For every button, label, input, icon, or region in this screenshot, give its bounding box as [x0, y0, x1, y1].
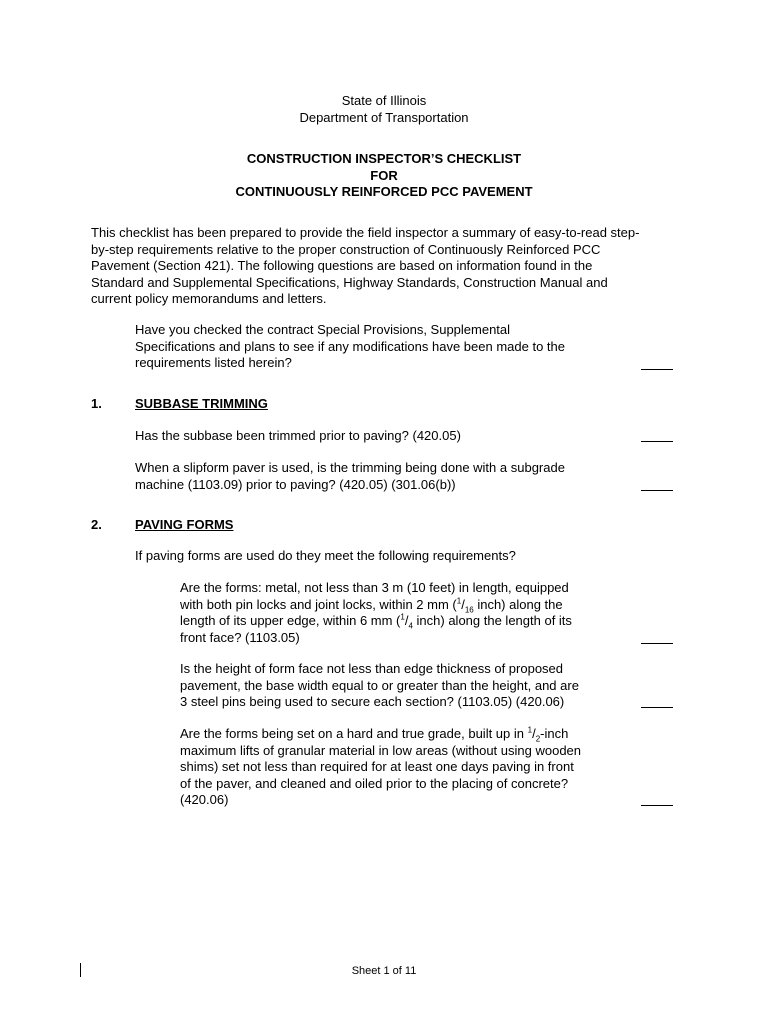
document-title-line3: CONTINUOUSLY REINFORCED PCC PAVEMENT	[235, 184, 533, 199]
section-number: 1.	[91, 396, 102, 411]
question-line: length of its upper edge, within 6 mm ($^1/_4$ inch) along the length of its	[180, 612, 572, 631]
section-heading-subbase-trimming: SUBBASE TRIMMING	[135, 396, 268, 411]
state-name: State of Illinois	[341, 93, 427, 108]
intro-line: Pavement (Section 421). The following questions are based on information found in the	[91, 258, 593, 273]
document-title-line1: CONSTRUCTION INSPECTOR’S CHECKLIST	[246, 151, 522, 166]
question-line: Are the forms being set on a hard and true grade, built up in $^1/_2$-inch	[180, 725, 569, 744]
answer-blank[interactable]	[641, 805, 673, 806]
question-line: 3 steel pins being used to secure each section? (1103.05) (420.06)	[180, 694, 565, 709]
question-form-height	[180, 661, 579, 711]
question-line: Specifications and plans to see if any modifications have been made to the	[135, 338, 565, 354]
question-line: Are the forms: metal, not less than 3 m (10 feet) in length, equipped	[180, 580, 569, 595]
question-line: shims) set not less than required for at least one days paving in front	[180, 759, 574, 774]
question-line: of the paver, and cleaned and oiled prior to the placing of concrete?	[180, 775, 569, 791]
answer-blank[interactable]	[641, 490, 673, 491]
question-line: Is the height of form face not less than edge thickness of proposed	[180, 661, 564, 676]
question-line: with both pin locks and joint locks, within 2 mm ($^1/_{16}$ inch) along the	[180, 596, 563, 615]
intro-line: by-step requirements relative to the proper construction of Continuously Reinforced PCC	[91, 241, 601, 257]
question-slipform-trimming	[135, 460, 565, 493]
section-heading-paving-forms: PAVING FORMS	[135, 517, 234, 532]
question-line: (420.06)	[180, 792, 229, 807]
answer-blank[interactable]	[641, 441, 673, 442]
intro-paragraph	[91, 225, 639, 308]
answer-blank[interactable]	[641, 707, 673, 708]
answer-blank[interactable]	[641, 369, 673, 370]
question-subbase-trimmed: Has the subbase been trimmed prior to paving? (420.05)	[135, 428, 461, 443]
question-line: front face? (1103.05)	[180, 629, 300, 645]
question-line: Have you checked the contract Special Provisions, Supplemental	[135, 322, 511, 337]
intro-line: This checklist has been prepared to provide the field inspector a summary of easy-to-read step-	[91, 225, 640, 240]
department-name: Department of Transportation	[299, 110, 469, 125]
section-number: 2.	[91, 517, 102, 532]
question-line: When a slipform paver is used, is the trimming being done with a subgrade	[135, 460, 565, 475]
intro-line: current policy memorandums and letters.	[91, 291, 327, 306]
document-title-line2: FOR	[370, 168, 398, 183]
answer-blank[interactable]	[641, 643, 673, 644]
intro-line: Standard and Supplemental Specifications, Highway Standards, Construction Manual and	[91, 274, 608, 290]
question-line: requirements listed herein?	[135, 355, 292, 370]
question-line: maximum lifts of granular material in low areas (without using wooden	[180, 742, 582, 758]
question-form-grade	[180, 726, 581, 809]
page-footer: Sheet 1 of 11	[351, 965, 417, 977]
question-line: pavement, the base width equal to or greater than the height, and are	[180, 677, 579, 693]
paving-forms-lead: If paving forms are used do they meet the following requirements?	[135, 548, 516, 563]
question-line: machine (1103.09) prior to paving? (420.05) (301.06(b))	[135, 476, 456, 492]
preliminary-question	[135, 322, 565, 372]
question-form-specs	[180, 580, 572, 646]
